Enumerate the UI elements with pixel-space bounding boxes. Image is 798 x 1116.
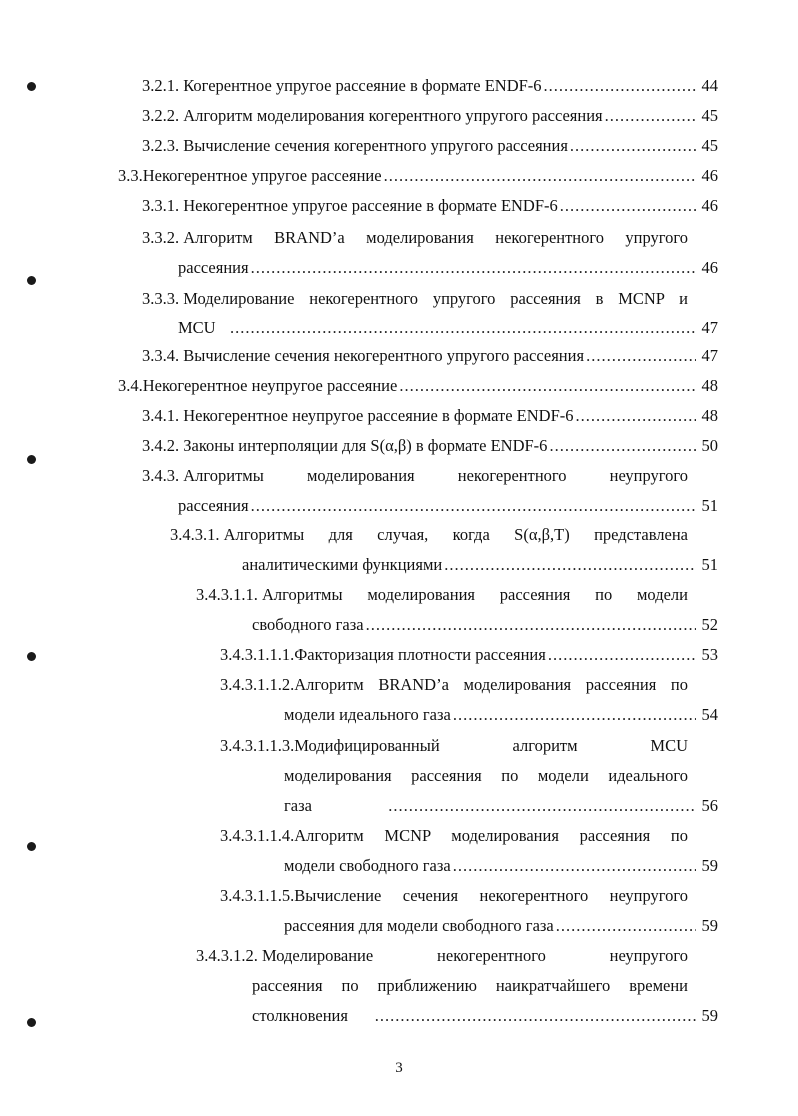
toc-page: 51 bbox=[701, 555, 718, 574]
toc-title: модели свободного газа bbox=[284, 856, 451, 875]
toc-title: газа bbox=[284, 796, 312, 815]
toc-title: Некогерентное упругое рассеяние в формате ENDF-6 bbox=[183, 196, 558, 215]
toc-title: Некогерентное упругое рассеяние bbox=[142, 166, 382, 185]
toc-entry-continuation[interactable] bbox=[284, 851, 718, 881]
toc-entry[interactable] bbox=[142, 401, 718, 431]
toc-entry-continuation[interactable] bbox=[252, 971, 688, 1001]
toc-entry-continuation[interactable] bbox=[178, 491, 718, 521]
toc-number: 3.3.2. bbox=[142, 228, 180, 247]
punch-hole bbox=[27, 276, 36, 285]
leader-dots bbox=[251, 491, 696, 521]
toc-entry[interactable] bbox=[196, 580, 688, 610]
toc-entry-continuation[interactable] bbox=[252, 610, 718, 640]
page-number: 3 bbox=[395, 1060, 403, 1076]
toc-title: Когерентное упругое рассеяние в формате ENDF-6 bbox=[183, 76, 542, 95]
toc-page: 46 bbox=[701, 258, 718, 277]
toc-number: 3.4.3.1.1.5. bbox=[220, 886, 295, 905]
toc-title: Модифицированный алгоритм MCU bbox=[294, 736, 688, 755]
toc-page: 44 bbox=[701, 76, 718, 95]
toc-entry[interactable] bbox=[142, 191, 718, 221]
punch-hole bbox=[27, 842, 36, 851]
leader-dots bbox=[556, 911, 696, 941]
toc-entry[interactable] bbox=[118, 371, 718, 401]
toc-page: 48 bbox=[701, 406, 718, 425]
toc-title: Факторизация плотности рассеяния bbox=[294, 645, 546, 664]
toc-entry[interactable] bbox=[142, 461, 688, 491]
toc-entry[interactable] bbox=[220, 640, 718, 670]
punch-hole bbox=[27, 455, 36, 464]
leader-dots bbox=[576, 401, 696, 431]
toc-title: моделирования рассеяния по модели идеального bbox=[284, 766, 688, 785]
toc-entry[interactable] bbox=[142, 284, 688, 314]
leader-dots bbox=[388, 791, 696, 821]
toc-entry-continuation[interactable] bbox=[284, 911, 718, 941]
toc-entry-continuation[interactable] bbox=[178, 253, 718, 283]
toc-number: 3.4.1. bbox=[142, 406, 180, 425]
toc-title: Моделирование некогерентного упругого рассеяния в MCNP и bbox=[183, 289, 688, 308]
toc-number: 3.4.3.1.1. bbox=[196, 585, 258, 604]
toc-page: 50 bbox=[701, 436, 718, 455]
toc-title: Законы интерполяции для S(α,β) в формате ENDF-6 bbox=[183, 436, 548, 455]
leader-dots bbox=[544, 71, 696, 101]
toc-entry-continuation[interactable] bbox=[284, 700, 718, 730]
toc-number: 3.2.1. bbox=[142, 76, 180, 95]
toc-page: 46 bbox=[701, 196, 718, 215]
toc-title: Алгоритмы моделирования некогерентного неупругого bbox=[183, 466, 688, 485]
toc-number: 3.3.4. bbox=[142, 346, 180, 365]
toc-page: 56 bbox=[701, 796, 718, 815]
toc-number: 3.2.3. bbox=[142, 136, 180, 155]
toc-title: Алгоритм BRAND’а моделирования некогерентного упругого bbox=[183, 228, 688, 247]
toc-entry[interactable] bbox=[220, 670, 688, 700]
leader-dots bbox=[548, 640, 696, 670]
leader-dots bbox=[384, 161, 696, 191]
toc-entry[interactable] bbox=[196, 941, 688, 971]
toc-entry[interactable] bbox=[142, 71, 718, 101]
toc-entry[interactable] bbox=[142, 131, 718, 161]
toc-page: 45 bbox=[701, 136, 718, 155]
toc-title: Алгоритмы моделирования рассеяния по модели bbox=[262, 585, 688, 604]
toc-number: 3.4.3. bbox=[142, 466, 180, 485]
toc-number: 3.3. bbox=[118, 166, 143, 185]
toc-title: свободного газа bbox=[252, 615, 364, 634]
toc-number: 3.4. bbox=[118, 376, 143, 395]
toc-title: рассеяния bbox=[178, 258, 249, 277]
punch-hole bbox=[27, 1018, 36, 1027]
toc-entry[interactable] bbox=[142, 341, 718, 371]
toc-page: 54 bbox=[701, 705, 718, 724]
toc-entry[interactable] bbox=[142, 223, 688, 253]
leader-dots bbox=[230, 313, 696, 343]
toc-title: Вычисление сечения некогерентного упругого рассеяния bbox=[183, 346, 585, 365]
toc-entry[interactable] bbox=[220, 731, 688, 761]
toc-title: модели идеального газа bbox=[284, 705, 451, 724]
toc-title: рассеяния bbox=[178, 496, 249, 515]
toc-page: 59 bbox=[701, 916, 718, 935]
leader-dots bbox=[560, 191, 696, 221]
toc-title: Алгоритм моделирования когерентного упругого рассеяния bbox=[183, 106, 603, 125]
toc-entry-continuation[interactable] bbox=[242, 550, 718, 580]
toc-title: Алгоритм BRAND’а моделирования рассеяния по bbox=[294, 675, 688, 694]
leader-dots bbox=[444, 550, 696, 580]
leader-dots bbox=[251, 253, 696, 283]
toc-number: 3.2.2. bbox=[142, 106, 180, 125]
leader-dots bbox=[570, 131, 696, 161]
toc-number: 3.3.3. bbox=[142, 289, 180, 308]
leader-dots bbox=[586, 341, 696, 371]
toc-number: 3.4.3.1.1.3. bbox=[220, 736, 295, 755]
toc-entry-continuation[interactable] bbox=[284, 761, 688, 791]
toc-page: 51 bbox=[701, 496, 718, 515]
toc-entry-continuation[interactable] bbox=[178, 313, 718, 343]
toc-title: Некогерентное неупругое рассеяние bbox=[142, 376, 398, 395]
toc-title: столкновения bbox=[252, 1006, 348, 1025]
toc-number: 3.4.3.1.2. bbox=[196, 946, 258, 965]
toc-entry-continuation[interactable] bbox=[252, 1001, 718, 1031]
toc-title: MCU bbox=[178, 318, 216, 337]
punch-hole bbox=[27, 652, 36, 661]
toc-entry[interactable] bbox=[118, 161, 718, 191]
toc-number: 3.3.1. bbox=[142, 196, 180, 215]
toc-entry[interactable] bbox=[142, 431, 718, 461]
toc-number: 3.4.3.1.1.1. bbox=[220, 645, 295, 664]
toc-page: 48 bbox=[701, 376, 718, 395]
toc-title: Вычисление сечения некогерентного неупругого bbox=[294, 886, 688, 905]
toc-entry[interactable] bbox=[220, 881, 688, 911]
leader-dots bbox=[375, 1001, 696, 1031]
toc-page: 46 bbox=[701, 166, 718, 185]
leader-dots bbox=[605, 101, 696, 131]
toc-number: 3.4.2. bbox=[142, 436, 180, 455]
toc-page: 52 bbox=[701, 615, 718, 634]
toc-entry[interactable] bbox=[170, 520, 688, 550]
toc-page: 47 bbox=[701, 346, 718, 365]
toc-page: 47 bbox=[701, 318, 718, 337]
leader-dots bbox=[549, 431, 696, 461]
toc-title: рассеяния для модели свободного газа bbox=[284, 916, 554, 935]
toc-page: 45 bbox=[701, 106, 718, 125]
toc-page: 59 bbox=[701, 1006, 718, 1025]
toc-title: Некогерентное неупругое рассеяние в формате ENDF-6 bbox=[183, 406, 574, 425]
toc-title: Алгоритм MCNP моделирования рассеяния по bbox=[294, 826, 688, 845]
toc-entry-continuation[interactable] bbox=[284, 791, 718, 821]
leader-dots bbox=[366, 610, 696, 640]
toc-entry[interactable] bbox=[142, 101, 718, 131]
toc-page: 53 bbox=[701, 645, 718, 664]
toc-title: Алгоритмы для случая, когда S(α,β,T) представлена bbox=[223, 525, 688, 544]
toc-number: 3.4.3.1.1.4. bbox=[220, 826, 295, 845]
toc-title: Моделирование некогерентного неупругого bbox=[262, 946, 688, 965]
toc-number: 3.4.3.1. bbox=[170, 525, 220, 544]
toc-title: аналитическими функциями bbox=[242, 555, 443, 574]
toc-page: 59 bbox=[701, 856, 718, 875]
leader-dots bbox=[399, 371, 696, 401]
toc-entry[interactable] bbox=[220, 821, 688, 851]
leader-dots bbox=[453, 851, 696, 881]
toc-title: рассеяния по приближению наикратчайшего времени bbox=[252, 976, 688, 995]
toc-title: Вычисление сечения когерентного упругого рассеяния bbox=[183, 136, 568, 155]
toc-number: 3.4.3.1.1.2. bbox=[220, 675, 295, 694]
leader-dots bbox=[453, 700, 696, 730]
punch-hole bbox=[27, 82, 36, 91]
